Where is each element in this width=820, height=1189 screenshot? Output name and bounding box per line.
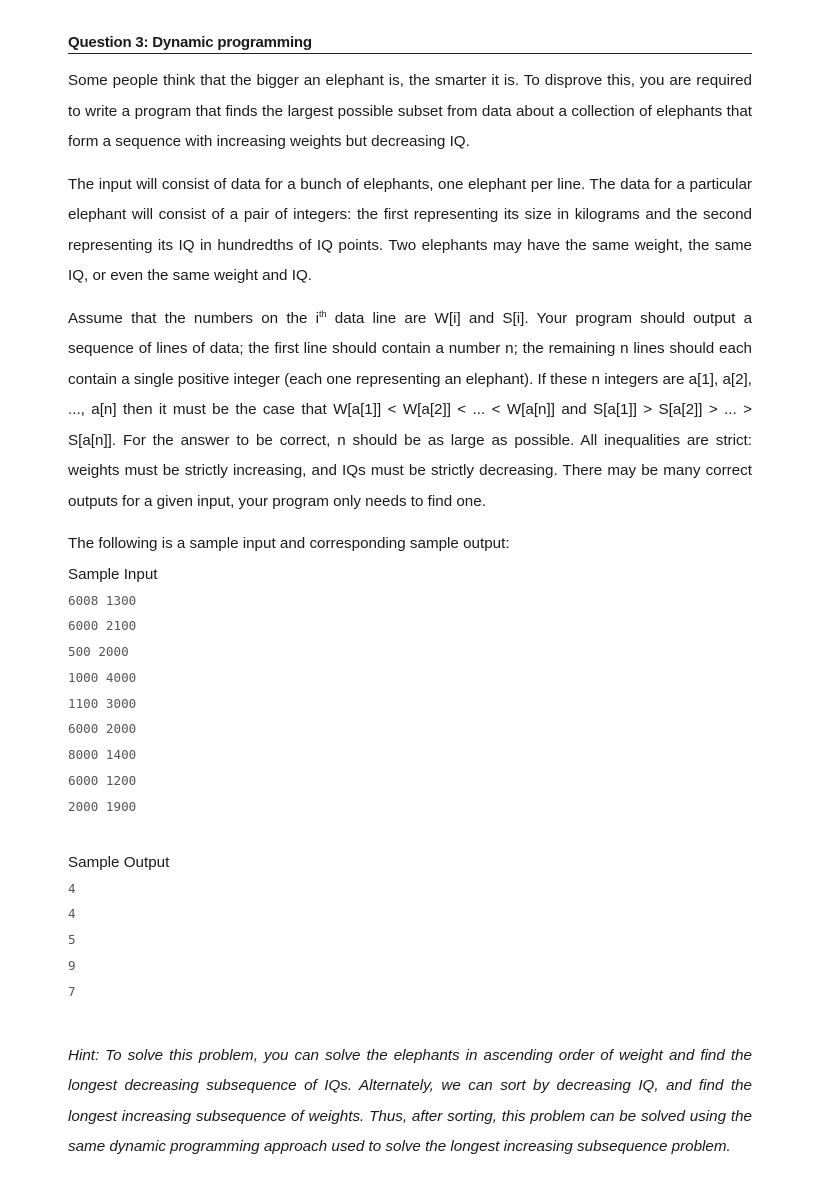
sample-output-line: 7	[68, 983, 76, 999]
sample-output-line: 5	[68, 932, 76, 948]
output-description-start: Assume that the numbers on the i	[68, 309, 320, 327]
sample-input-line: 500 2000	[68, 644, 129, 660]
sample-output-block	[68, 878, 752, 1007]
output-description-rest: data line are W[i] and S[i]. Your program should output a sequence of lines of data; the first line should contain a number n; the remaining n lines should each contain a single positive integer (each one representing an elephant). If these n integers are a[1], a[2], ..., a[n] then it must be the case that W[a[1]] < W[a[2]] < ... < W[a[n]] and S[a[1]] > S[a[2]] > ... > S[a[n]]. For the answer to be correct, n should be as large as possible. All inequalities are strict: weights must be strictly increasing, and IQs must be strictly decreasing. There may be many correct outputs for a given input, your program only needs to find one.	[68, 309, 753, 510]
sample-input-line: 6000 2000	[68, 721, 137, 737]
sample-output-line: 4	[68, 880, 76, 896]
sample-intro-paragraph: The following is a sample input and corresponding sample output:	[68, 535, 510, 552]
hint-paragraph: Hint: To solve this problem, you can solve the elephants in ascending order of weight and find the longest decreasing subsequence of IQs. Alternately, we can sort by decreasing IQ, and find the longest increasing subsequence of weights. Thus, after sorting, this problem can be solved using the same dynamic programming approach used to solve the longest increasing subsequence problem.	[68, 1046, 752, 1156]
sample-input-line: 6008 1300	[68, 592, 137, 608]
sample-input-block	[68, 590, 752, 822]
sample-input-line: 6000 2100	[68, 618, 137, 634]
sample-input-line: 1000 4000	[68, 669, 137, 685]
sample-input-label: Sample Input	[68, 565, 158, 583]
sample-input-line: 2000 1900	[68, 798, 137, 814]
sample-input-line: 8000 1400	[68, 747, 137, 763]
output-description-paragraph	[68, 304, 752, 518]
sample-input-line: 6000 1200	[68, 773, 137, 789]
sample-input-line: 1100 3000	[68, 695, 137, 711]
document-page	[68, 34, 752, 1163]
sample-output-line: 4	[68, 906, 76, 922]
sample-output-label: Sample Output	[68, 853, 170, 871]
question-heading: Question 3: Dynamic programming	[68, 34, 752, 54]
intro-paragraph: Some people think that the bigger an elephant is, the smarter it is. To disprove this, you are required to write a program that finds the largest possible subset from data about a collection of elephants that form a sequence with increasing weights but decreasing IQ.	[68, 72, 752, 150]
input-description-paragraph: The input will consist of data for a bunch of elephants, one elephant per line. The data for a particular elephant will consist of a pair of integers: the first representing its size in kilograms and the second representing its IQ in hundredths of IQ points. Two elephants may have the same weight, the same IQ, or even the same weight and IQ.	[68, 175, 752, 284]
sample-output-line: 9	[68, 958, 76, 974]
ordinal-superscript: th	[319, 308, 327, 319]
